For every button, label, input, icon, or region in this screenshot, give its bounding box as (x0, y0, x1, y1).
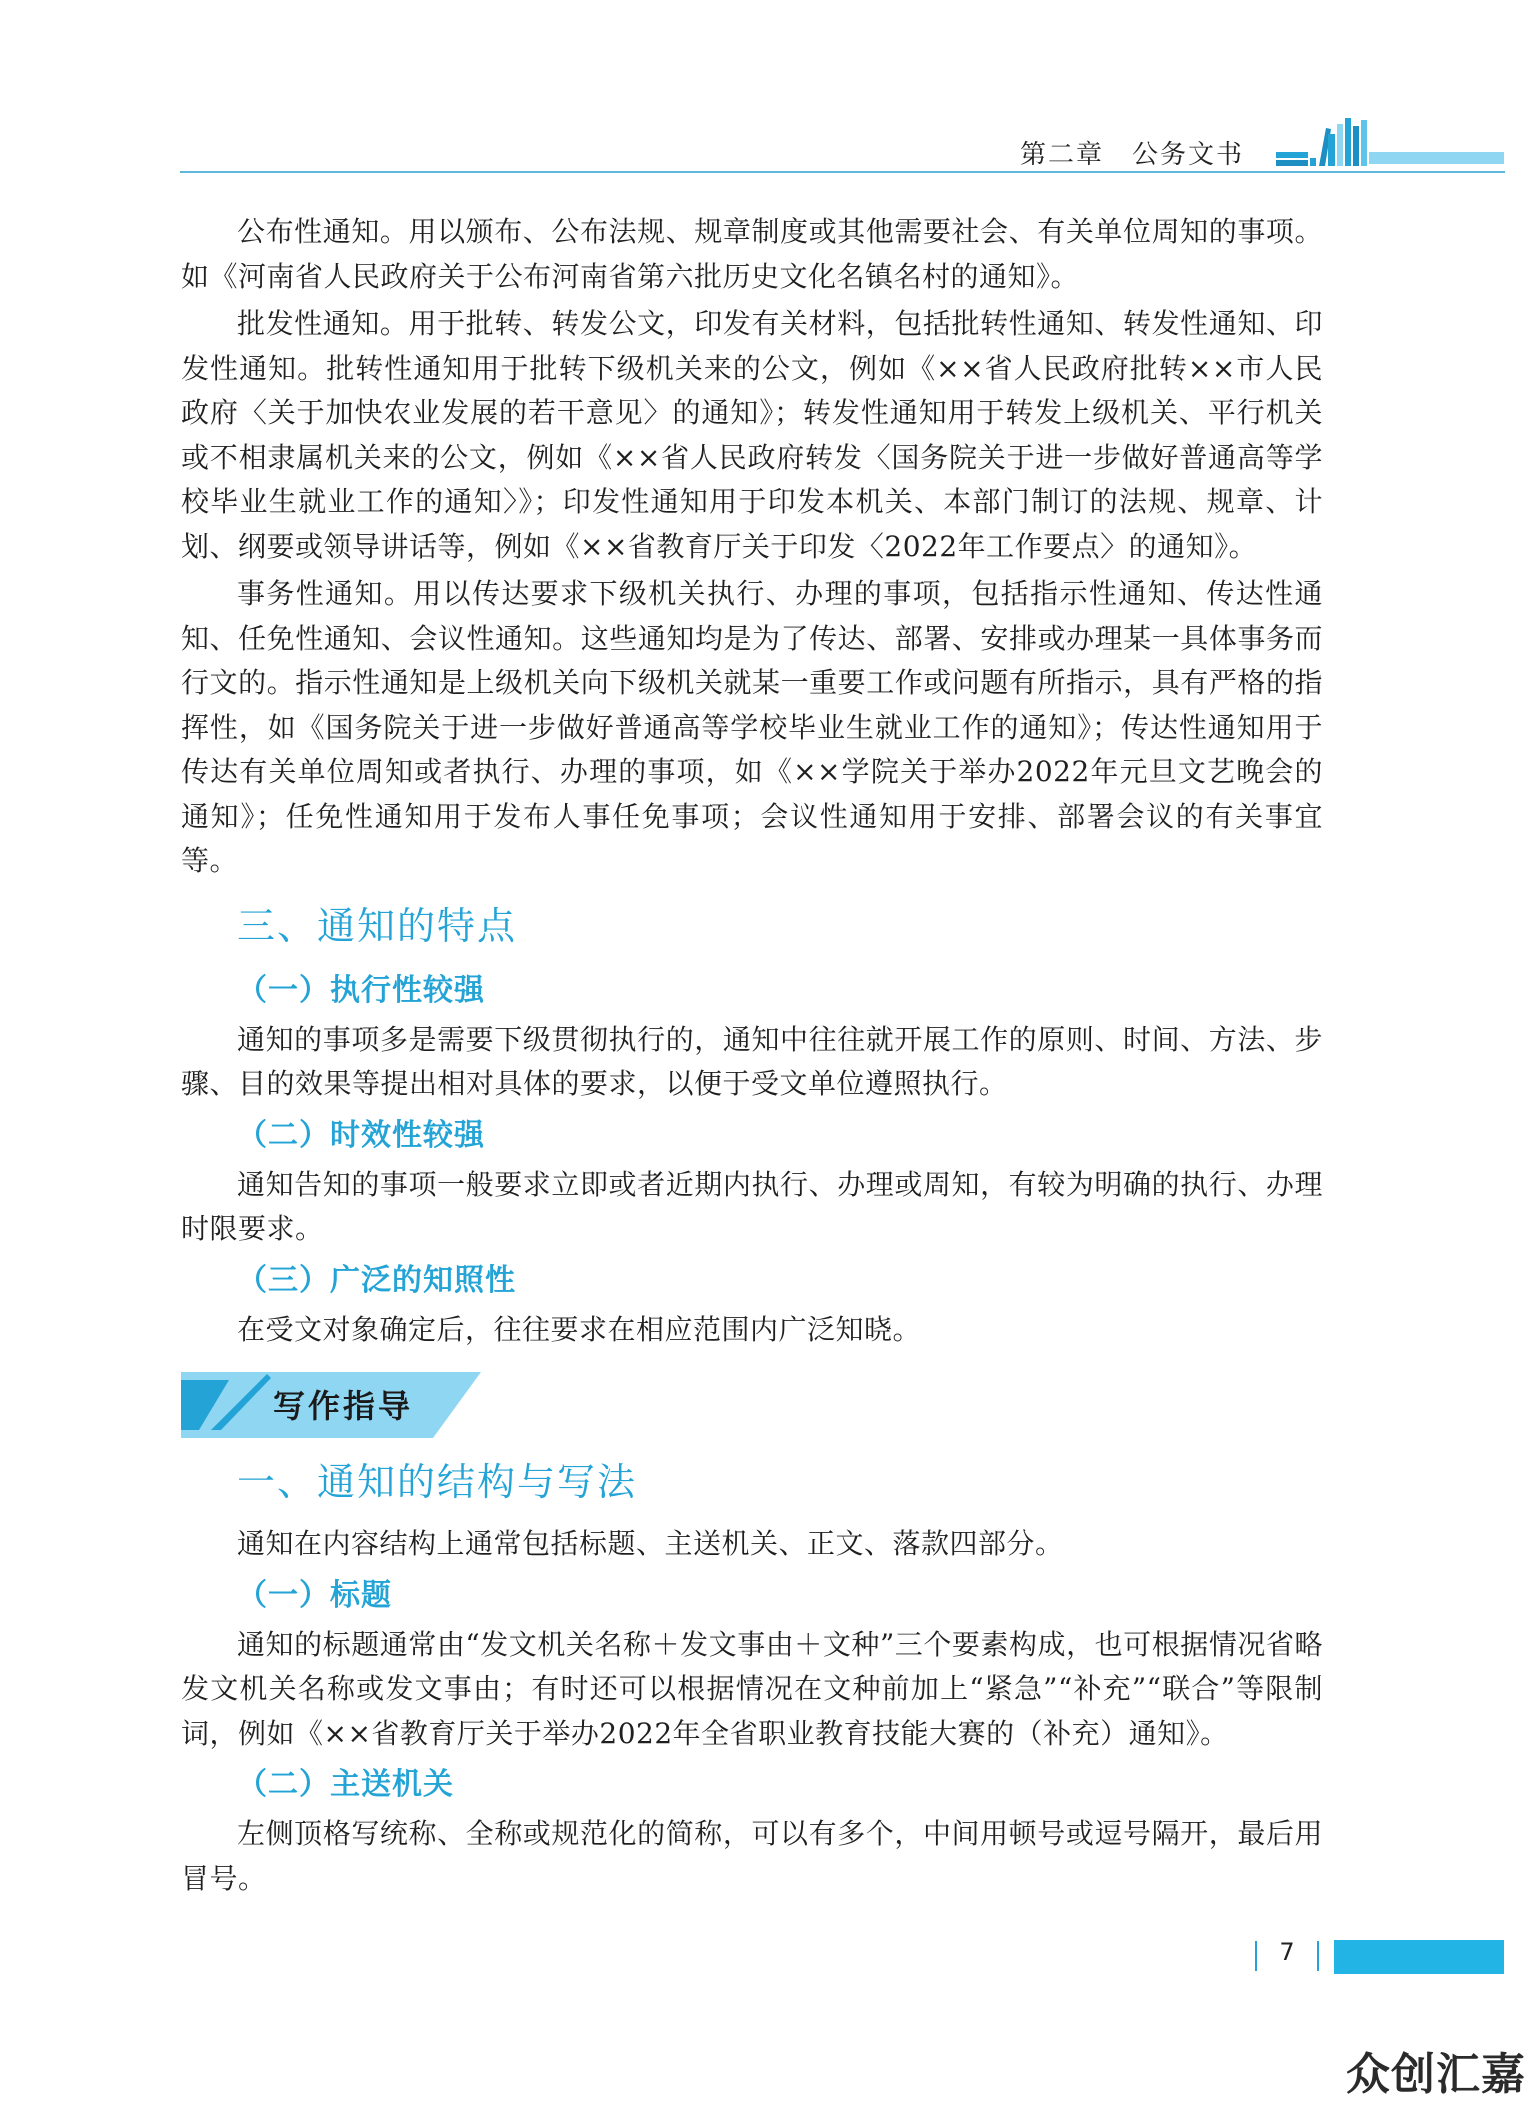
paragraph-recipient: 左侧顶格写统称、全称或规范化的简称，可以有多个，中间用顿号或逗号隔开，最后用冒号。 (181, 1817, 1323, 1895)
paragraph-timeliness: 通知告知的事项一般要求立即或者近期内执行、办理或周知，有较为明确的执行、办理时限要求。 (181, 1167, 1323, 1245)
footer-accent-bar (1334, 1940, 1504, 1974)
section-heading-features: 三、通知的特点 (237, 903, 518, 948)
subheading-recipient: （二）主送机关 (237, 1767, 454, 1802)
paragraph-executive: 通知的事项多是需要下级贯彻执行的，通知中往往就开展工作的原则、时间、方法、步骤、目的效果等提出相对具体的要求，以便于受文单位遵照执行。 (181, 1022, 1323, 1100)
subheading-awareness: （三）广泛的知照性 (237, 1262, 516, 1298)
chapter-header-title: 第二章 公务文书 (1020, 140, 1245, 170)
writing-guide-banner (181, 1372, 1323, 1438)
paragraph-awareness: 在受文对象确定后，往往要求在相应范围内广泛知晓。 (237, 1312, 922, 1346)
subheading-title: （一）标题 (237, 1577, 392, 1613)
section-heading-structure: 一、通知的结构与写法 (237, 1460, 638, 1504)
subheading-timeliness: （二）时效性较强 (237, 1117, 485, 1153)
writing-guide-label: 写作指导 (273, 1387, 414, 1425)
paragraph-affairs-notice: 事务性通知。用以传达要求下级机关执行、办理的事项，包括指示性通知、传达性通知、任免性通知、会议性通知。这些通知均是为了传达、部署、安排或办理某一具体事务而行文的。指示性通知是上级机关向下级机关就某一重要工作或问题有所指示，具有严格的指挥性，如《国务院关于进一步做好普通高等学校毕业生就业工作的通知》；传达性通知用于传达有关单位周知或者执行、办理的事项，如《××学院关于举办2022年元旦文艺晚会的通知》；任免性通知用于发布人事任免事项；会议性通知用于安排、部署会议的有关事宜等。 (181, 577, 1323, 877)
page-number: 7 (1279, 1938, 1295, 1966)
paragraph-structure-intro: 通知在内容结构上通常包括标题、主送机关、正文、落款四部分。 (237, 1527, 1064, 1560)
book-stack-icon (1270, 114, 1504, 174)
paragraph-approval-notice: 批发性通知。用于批转、转发公文，印发有关材料，包括批转性通知、转发性通知、印发性通知。批转性通知用于批转下级机关来的公文，例如《××省人民政府批转××市人民政府〈关于加快农业发展的若干意见〉的通知》；转发性通知用于转发上级机关、平行机关或不相隶属机关来的公文，例如《××省人民政府转发〈国务院关于进一步做好普通高等学校毕业生就业工作的通知〉》；印发性通知用于印发本机关、本部门制订的法规、规章、计划、纲要或领导讲话等，例如《××省教育厅关于印发〈2022年工作要点〉的通知》。 (181, 307, 1323, 563)
watermark-text: 众创汇嘉 (1346, 2049, 1526, 2100)
page-number-divider-right (1317, 1941, 1319, 1971)
paragraph-title: 通知的标题通常由“发文机关名称＋发文事由＋文种”三个要素构成，也可根据情况省略发文机关名称或发文事由；有时还可以根据情况在文种前加上“紧急”“补充”“联合”等限制词，例如《××省教育厅关于举办2022年全省职业教育技能大赛的（补充）通知》。 (181, 1627, 1323, 1750)
paragraph-public-notice: 公布性通知。用以颁布、公布法规、规章制度或其他需要社会、有关单位周知的事项。如《河南省人民政府关于公布河南省第六批历史文化名镇名村的通知》。 (181, 215, 1323, 293)
subheading-executive: （一）执行性较强 (237, 972, 485, 1008)
page-number-divider-left (1255, 1941, 1257, 1971)
page-content (181, 210, 1323, 1904)
